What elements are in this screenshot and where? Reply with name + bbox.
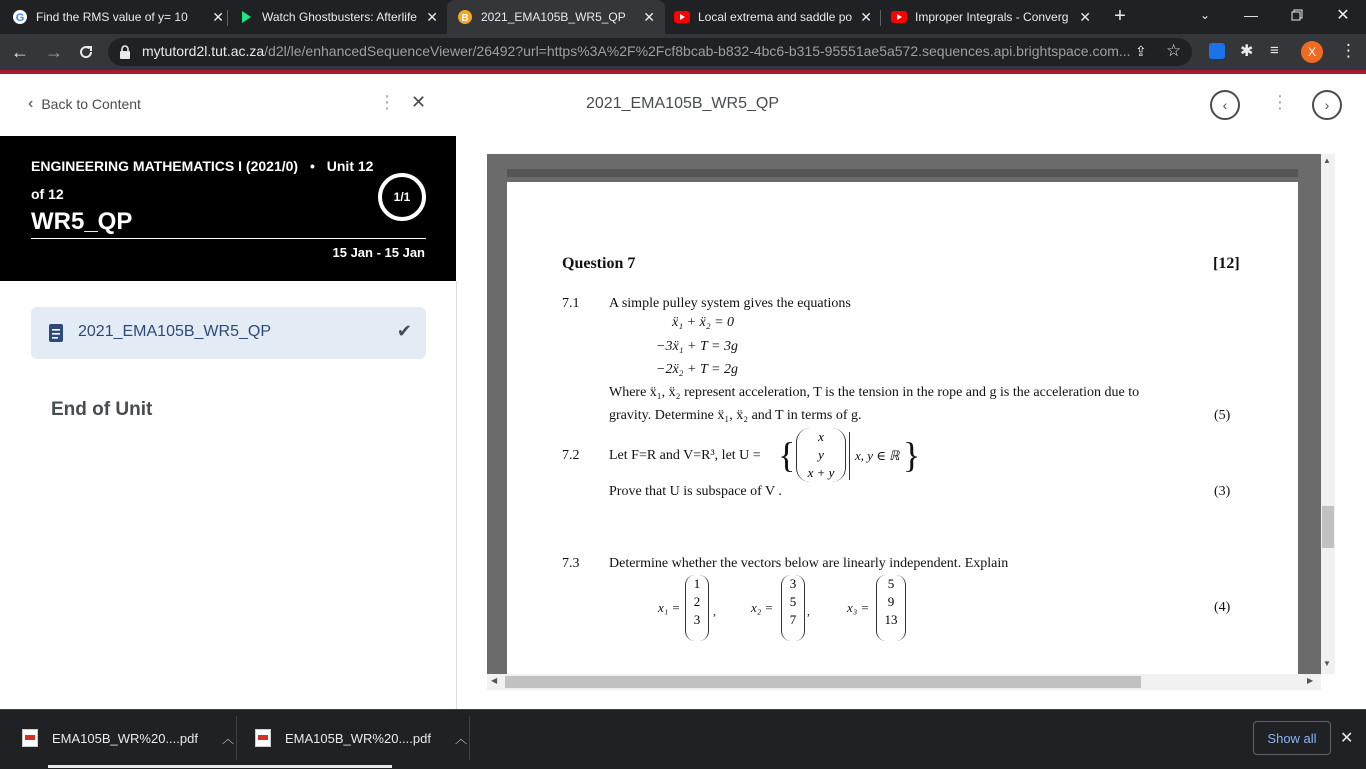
unit-title: WR5_QP <box>31 208 133 235</box>
unit-dates: 15 Jan - 15 Jan <box>332 245 425 260</box>
lock-icon[interactable] <box>119 45 131 64</box>
more-options-icon[interactable]: ⋮ <box>1271 92 1289 112</box>
tab-rms[interactable] <box>12 0 224 34</box>
tab-title: Local extrema and saddle po <box>698 10 853 24</box>
tab-title: Watch Ghostbusters: Afterlife <box>262 10 417 24</box>
chevron-up-icon[interactable]: ︿ <box>221 731 234 746</box>
tab-title: Find the RMS value of y= 10 <box>36 10 188 24</box>
v1-label: x₁ = <box>658 600 681 615</box>
media-control-icon[interactable]: ≡ <box>1270 42 1279 59</box>
close-icon[interactable]: ✕ <box>426 8 438 25</box>
content-item[interactable] <box>31 307 426 359</box>
close-icon[interactable]: ✕ <box>1079 8 1091 25</box>
new-tab-icon[interactable]: + <box>1114 5 1126 27</box>
end-of-unit: End of Unit <box>51 399 153 420</box>
extensions-puzzle-icon[interactable]: ✱ <box>1240 43 1254 60</box>
download-separator <box>236 716 237 760</box>
back-arrow-icon[interactable]: ← <box>11 41 29 62</box>
tab-search-icon[interactable]: ⌄ <box>1199 8 1211 22</box>
google-icon <box>12 9 28 25</box>
back-to-content-link[interactable]: ‹ Back to Content <box>28 95 141 112</box>
chevron-up-icon[interactable]: ︿ <box>454 731 467 746</box>
question-total-marks: [12] <box>1213 255 1240 272</box>
close-panel-icon[interactable]: ✕ <box>411 92 427 112</box>
q72-vector: x y x + y <box>796 428 846 482</box>
q71-number: 7.1 <box>562 296 580 311</box>
play-icon <box>238 9 254 25</box>
equation-1: ẍ₁ + ẍ₂ = 0 <box>672 315 735 330</box>
set-brace-right: } <box>903 435 921 475</box>
horizontal-scrollbar[interactable] <box>487 674 1321 690</box>
share-icon[interactable]: ⇪ <box>1135 43 1147 59</box>
v2-label: x₂ = <box>751 600 774 615</box>
v3-vector: 5 9 13 <box>876 575 906 641</box>
forward-arrow-icon[interactable]: → <box>45 41 63 62</box>
v3-label: x₃ = <box>847 600 870 615</box>
q72-text: Let F=R and V=R³, let U = <box>609 448 761 463</box>
q71-where: Where ẍ₁, ẍ₂ represent acceleration, T is the tension in the rope and g is the acceleration due to <box>609 385 1140 400</box>
v2-vector: 3 5 7 <box>781 575 805 641</box>
q71-text: A simple pulley system gives the equations <box>609 296 851 311</box>
tab-brightspace[interactable] <box>447 0 665 34</box>
tab-separator <box>880 10 881 26</box>
scroll-up-icon[interactable]: ▲ <box>1323 156 1331 165</box>
svg-text:G: G <box>15 12 25 24</box>
download-item[interactable]: EMA105B_WR%20....pdf ︿ <box>22 720 234 756</box>
show-all-button[interactable]: Show all <box>1253 721 1331 755</box>
tab-title: Improper Integrals - Converg <box>915 10 1069 24</box>
page-top-border <box>507 169 1298 177</box>
equation-2: −3ẍ₁ + T = 3g <box>656 339 738 354</box>
v1-vector: 1 2 3 <box>685 575 709 641</box>
q73-number: 7.3 <box>562 556 580 571</box>
set-bar <box>849 432 850 480</box>
q73-text: Determine whether the vectors below are linearly independent. Explain <box>609 556 1009 571</box>
download-separator <box>469 716 470 760</box>
set-brace-left: { <box>778 435 796 475</box>
q72-number: 7.2 <box>562 448 580 463</box>
brightspace-icon <box>457 9 473 25</box>
tab-improper-integrals[interactable] <box>891 0 1091 34</box>
check-icon: ✔ <box>396 321 412 341</box>
page-title: 2021_EMA105B_WR5_QP <box>586 95 779 112</box>
unit-heading: ENGINEERING MATHEMATICS I (2021/0) • Unit 12 <box>31 158 374 174</box>
download-item[interactable]: EMA105B_WR%20....pdf ︿ <box>255 720 467 756</box>
comma: , <box>807 604 810 618</box>
q72-marks: (3) <box>1214 484 1231 499</box>
youtube-icon <box>674 9 690 25</box>
q73-marks: (4) <box>1214 600 1231 615</box>
question-heading: Question 7 <box>562 255 636 272</box>
scroll-left-icon[interactable]: ◀ <box>491 676 498 685</box>
scroll-thumb[interactable] <box>1322 506 1334 548</box>
window-close-icon[interactable]: ✕ <box>1336 7 1350 24</box>
previous-icon[interactable]: ‹ <box>1210 90 1240 120</box>
scroll-thumb-horizontal[interactable] <box>505 676 1141 688</box>
content-item-label: 2021_EMA105B_WR5_QP <box>78 323 271 340</box>
close-icon[interactable]: ✕ <box>643 8 655 25</box>
progress-ring: 1/1 <box>378 173 426 221</box>
vertical-scrollbar[interactable] <box>1321 154 1335 674</box>
panel-drag-handle-icon[interactable]: ⋮ <box>378 92 396 112</box>
close-download-bar-icon[interactable]: ✕ <box>1340 730 1354 747</box>
restore-icon[interactable] <box>1274 0 1320 30</box>
q72-set-condition: x, y ∈ ℝ <box>855 448 900 463</box>
chevron-left-icon: ‹ <box>28 95 34 112</box>
next-icon[interactable]: › <box>1312 90 1342 120</box>
q72-prove: Prove that U is subspace of V . <box>609 484 782 499</box>
browser-menu-icon[interactable]: ⋮ <box>1340 41 1357 60</box>
scroll-down-icon[interactable]: ▼ <box>1323 659 1331 668</box>
divider <box>31 238 426 239</box>
close-icon[interactable]: ✕ <box>212 8 224 25</box>
close-icon[interactable]: ✕ <box>860 8 872 25</box>
unit-summary <box>0 136 456 281</box>
minimize-icon[interactable]: — <box>1244 7 1258 23</box>
bookmark-star-icon[interactable]: ☆ <box>1166 41 1182 60</box>
tab-ghostbusters[interactable] <box>238 0 438 34</box>
pdf-file-icon <box>22 729 38 747</box>
q71-determine: gravity. Determine ẍ₁, ẍ₂ and T in terms of g. <box>609 408 862 423</box>
url-text: mytutord2l.tut.ac.za/d2l/le/enhancedSequenceViewer/26492?url=https%3A%2F%2Fcf8bcab-b832-4bc6-b315-95551ae5a572.sequences.api.brightspace.com... <box>142 43 1131 59</box>
svg-text:B: B <box>461 13 469 24</box>
equation-3: −2ẍ₂ + T = 2g <box>656 362 738 377</box>
youtube-icon <box>891 9 907 25</box>
extension-icon[interactable] <box>1209 43 1225 59</box>
document-icon <box>49 324 63 347</box>
q71-marks: (5) <box>1214 408 1231 423</box>
reload-icon[interactable] <box>74 40 98 64</box>
comma: , <box>713 604 716 618</box>
tab-title: 2021_EMA105B_WR5_QP <box>481 10 626 24</box>
unit-of: of 12 <box>31 186 64 202</box>
profile-avatar[interactable]: X <box>1301 41 1323 63</box>
pdf-file-icon <box>255 729 271 747</box>
tab-local-extrema[interactable] <box>674 0 872 34</box>
tab-separator <box>227 10 228 26</box>
scroll-right-icon[interactable]: ▶ <box>1307 676 1314 685</box>
